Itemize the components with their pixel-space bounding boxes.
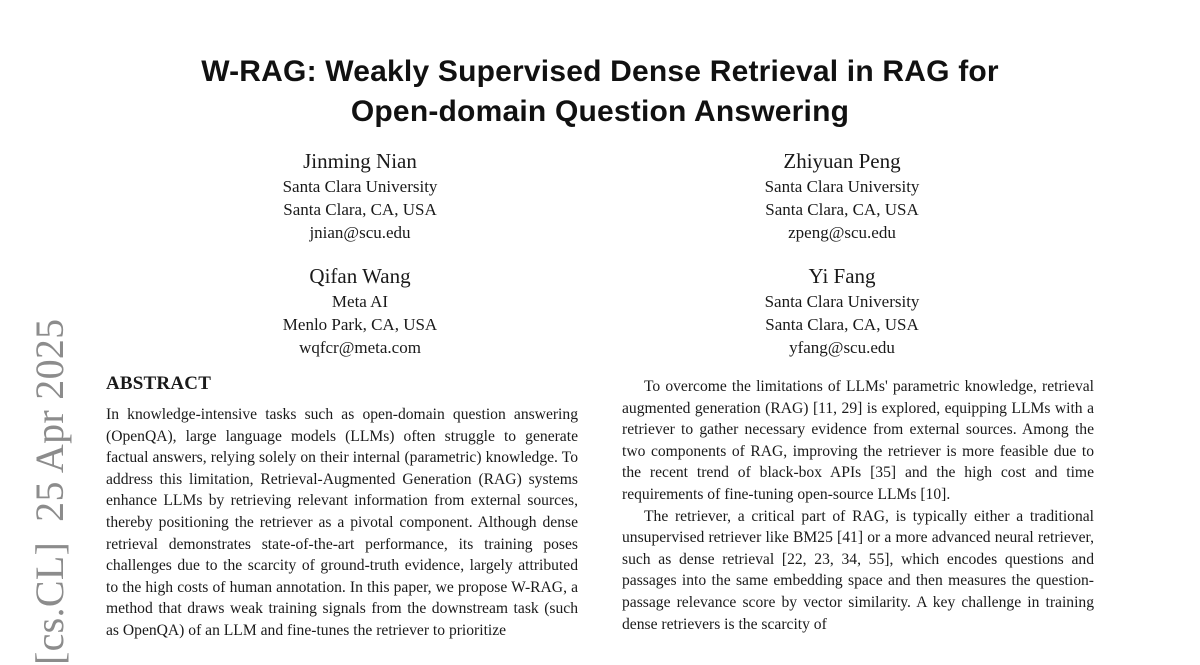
introduction-column xyxy=(622,376,1094,635)
author-affiliation: Santa Clara University xyxy=(200,175,520,198)
author-email: zpeng@scu.edu xyxy=(682,221,1002,244)
author-email: yfang@scu.edu xyxy=(682,336,1002,359)
author-email: wqfcr@meta.com xyxy=(200,336,520,359)
intro-paragraph: The retriever, a critical part of RAG, is typically either a traditional unsupervised retriever like BM25 [41] or a more advanced neural retriever, such as dense retrieval [22, 23, 34, 55], which encodes questions and passages into the same embedding space and then measures the question-passage relevance score by vector similarity. A key challenge in training dense retrievers is the scarcity of xyxy=(622,506,1094,636)
author-block xyxy=(200,263,520,359)
author-name: Zhiyuan Peng xyxy=(682,148,1002,174)
arxiv-date: 25 Apr 2025 xyxy=(27,319,72,522)
paper-title xyxy=(130,52,1070,132)
author-location: Santa Clara, CA, USA xyxy=(682,313,1002,336)
author-email: jnian@scu.edu xyxy=(200,221,520,244)
author-name: Qifan Wang xyxy=(200,263,520,289)
author-affiliation: Santa Clara University xyxy=(682,290,1002,313)
author-affiliation: Meta AI xyxy=(200,290,520,313)
arxiv-category: [cs.CL] xyxy=(27,542,72,665)
author-location: Santa Clara, CA, USA xyxy=(682,198,1002,221)
title-line-2: Open-domain Question Answering xyxy=(130,92,1070,132)
author-block xyxy=(200,148,520,244)
intro-paragraph: To overcome the limitations of LLMs' parametric knowledge, retrieval augmented generation (RAG) [11, 29] is explored, equipping LLMs with a retriever to gather necessary evidence from external sources. Among the two components of RAG, improving the retriever is more feasible due to the recent trend of black-box APIs [35] and the high cost and time requirements of fine-tuning open-source LLMs [10]. xyxy=(622,376,1094,506)
author-location: Menlo Park, CA, USA xyxy=(200,313,520,336)
author-block xyxy=(682,148,1002,244)
author-name: Yi Fang xyxy=(682,263,1002,289)
title-line-1: W-RAG: Weakly Supervised Dense Retrieval in RAG for xyxy=(130,52,1070,92)
author-affiliation: Santa Clara University xyxy=(682,175,1002,198)
abstract-column xyxy=(106,404,578,642)
author-location: Santa Clara, CA, USA xyxy=(200,198,520,221)
author-block xyxy=(682,263,1002,359)
author-name: Jinming Nian xyxy=(200,148,520,174)
arxiv-side-stamp xyxy=(26,299,73,665)
abstract-text: In knowledge-intensive tasks such as open-domain question answering (OpenQA), large language models (LLMs) often struggle to generate factual answers, relying solely on their internal (parametric) knowledge. To address this limitation, Retrieval-Augmented Generation (RAG) systems enhance LLMs by retrieving relevant information from external sources, thereby positioning the retriever as a pivotal component. Although dense retrieval demonstrates state-of-the-art performance, its training poses challenges due to the scarcity of ground-truth evidence, largely attributed to the high costs of human annotation. In this paper, we propose W-RAG, a method that draws weak training signals from the downstream task (such as OpenQA) of an LLM and fine-tunes the retriever to prioritize xyxy=(106,404,578,642)
abstract-heading: ABSTRACT xyxy=(106,373,211,395)
